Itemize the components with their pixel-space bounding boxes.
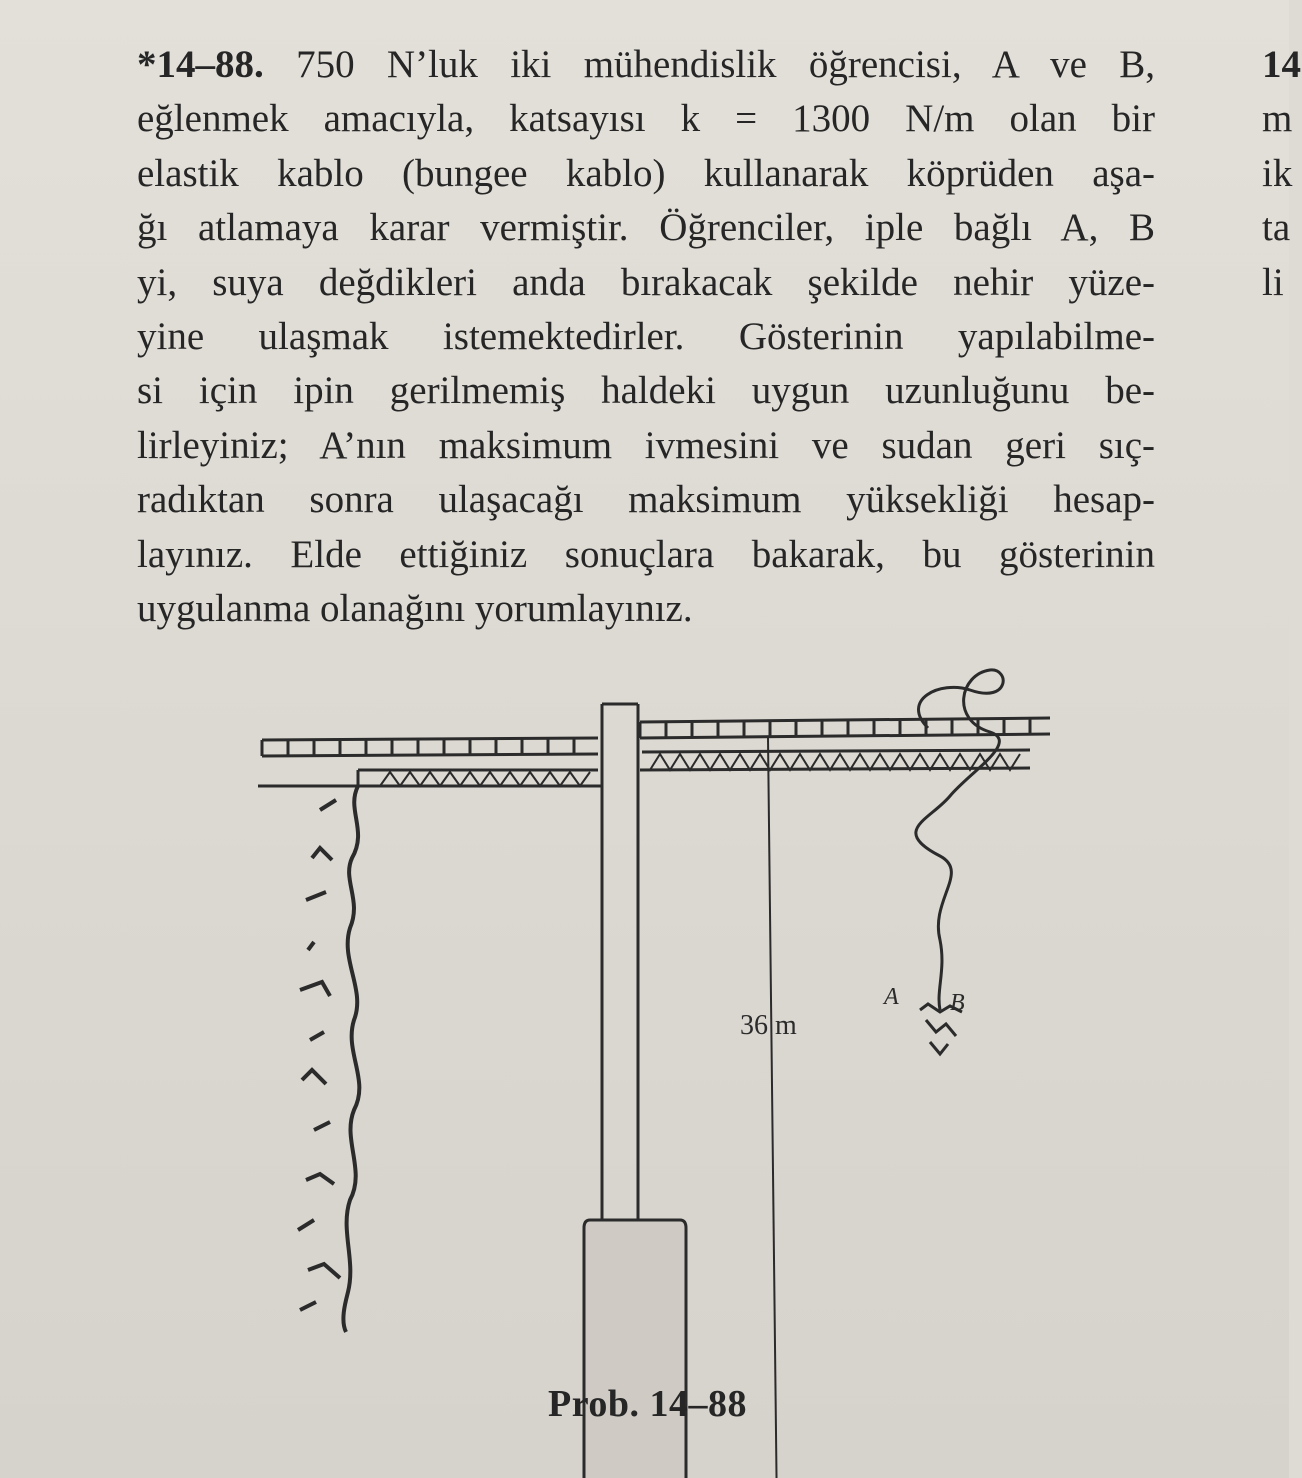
- bridge-figure: [250, 660, 1110, 1370]
- height-label: 36 m: [740, 1010, 797, 1041]
- problem-line: lirleyiniz; A’nın maksimum ivmesini ve sudan geri sıç-: [137, 423, 1155, 467]
- next-column-fragment: [1262, 38, 1302, 310]
- problem-line: yine ulaşmak istemektedirler. Gösterinin yapılabilme-: [137, 315, 1155, 359]
- margin-fragment: ik: [1262, 151, 1293, 195]
- problem-line: yi, suya değdikleri anda bırakacak şekilde nehir yüze-: [137, 260, 1155, 304]
- bridge-pier: [602, 704, 638, 1220]
- problem-line: [137, 38, 1155, 92]
- problem-line: radıktan sonra ulaşacağı maksimum yüksekliği hesap-: [137, 478, 1155, 522]
- student-b-label: B: [950, 990, 965, 1016]
- height-dimension: [766, 738, 792, 1478]
- problem-line: uygulanma olanağını yorumlayınız.: [137, 587, 693, 631]
- bridge-deck-right: [640, 718, 1050, 770]
- problem-statement: [137, 38, 1155, 636]
- problem-line: eğlenmek amacıyla, katsayısı k = 1300 N/m olan bir: [137, 97, 1155, 141]
- margin-fragment: ta: [1262, 206, 1291, 250]
- problem-line-text: 750 N’luk iki mühendislik öğrencisi, A ve B,: [263, 43, 1155, 86]
- margin-fragment: 14: [1262, 43, 1301, 86]
- student-a-label: A: [884, 984, 899, 1010]
- pier-footing: [584, 1220, 686, 1478]
- problem-line: layınız. Elde ettiğiniz sonuçlara bakarak, bu gösterinin: [137, 532, 1155, 576]
- figure-caption: Prob. 14–88: [548, 1383, 748, 1425]
- bungee-cable: [916, 670, 1003, 1010]
- bridge-deck-left: [258, 738, 602, 786]
- problem-line: elastik kablo (bungee kablo) kullanarak köprüden aşa-: [137, 151, 1155, 195]
- problem-line: ğı atlamaya karar vermiştir. Öğrenciler, iple bağlı A, B: [137, 206, 1155, 250]
- margin-fragment: m: [1262, 97, 1293, 141]
- margin-fragment: li: [1262, 260, 1284, 304]
- problem-number: *14–88.: [137, 43, 264, 86]
- problem-line: si için ipin gerilmemiş haldeki uygun uzunluğunu be-: [137, 369, 1155, 413]
- cliff-rock: [298, 786, 359, 1332]
